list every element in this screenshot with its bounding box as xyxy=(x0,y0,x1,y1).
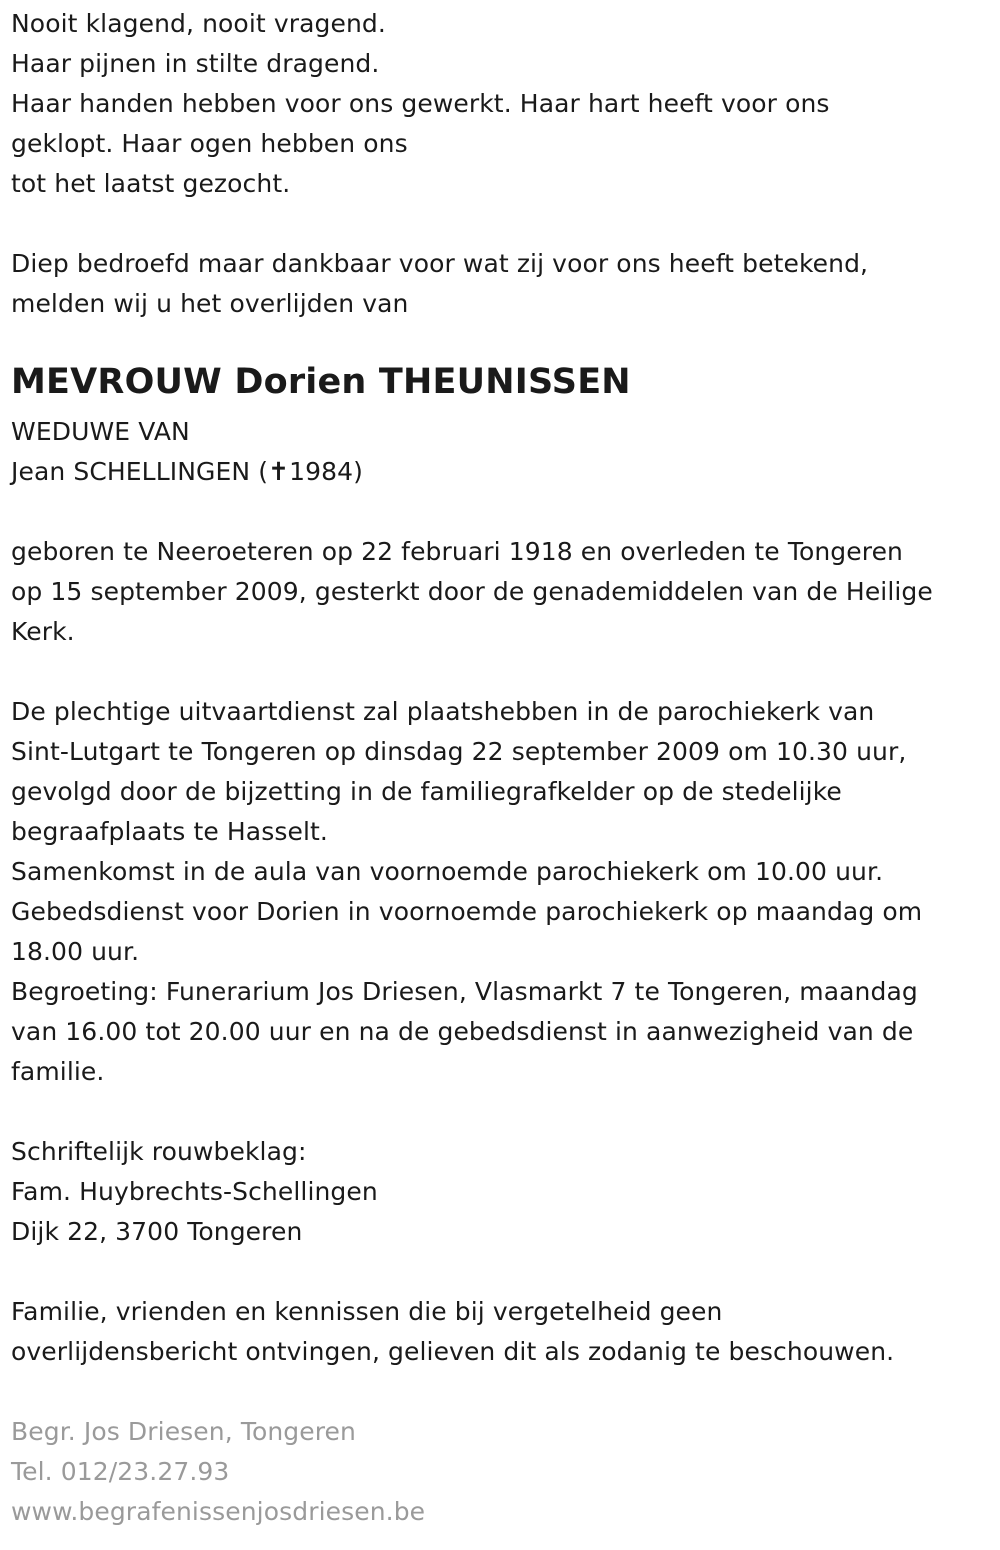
ceremony-line: 18.00 uur. xyxy=(11,937,140,966)
poem-line: Haar handen hebben voor ons gewerkt. Haar hart heeft voor ons xyxy=(11,89,830,118)
ceremony-line: Begroeting: Funerarium Jos Driesen, Vlasmarkt 7 te Tongeren, maandag xyxy=(11,977,918,1006)
ceremony-line: begraafplaats te Hasselt. xyxy=(11,817,328,846)
ceremony-line: De plechtige uitvaartdienst zal plaatshebben in de parochiekerk van xyxy=(11,697,875,726)
intro-line: Diep bedroefd maar dankbaar voor wat zij voor ons heeft betekend, xyxy=(11,249,869,278)
poem-line: tot het laatst gezocht. xyxy=(11,169,291,198)
footer-funeral-home: Begr. Jos Driesen, Tongeren xyxy=(11,1417,356,1446)
deceased-status: WEDUWE VAN xyxy=(11,417,190,446)
ceremony-line: Sint-Lutgart te Tongeren op dinsdag 22 september 2009 om 10.30 uur, xyxy=(11,737,907,766)
birth-death-line: Kerk. xyxy=(11,617,75,646)
condolence-line: Dijk 22, 3700 Tongeren xyxy=(11,1217,303,1246)
ceremony-line: gevolgd door de bijzetting in de familiegrafkelder op de stedelijke xyxy=(11,777,842,806)
notice-line: Familie, vrienden en kennissen die bij vergetelheid geen xyxy=(11,1297,723,1326)
poem-line: geklopt. Haar ogen hebben ons xyxy=(11,129,408,158)
footer-phone: Tel. 012/23.27.93 xyxy=(11,1457,230,1486)
birth-death-line: geboren te Neeroeteren op 22 februari 1918 en overleden te Tongeren xyxy=(11,537,903,566)
ceremony-line: Gebedsdienst voor Dorien in voornoemde parochiekerk op maandag om xyxy=(11,897,923,926)
ceremony-line: familie. xyxy=(11,1057,105,1086)
condolence-line: Schriftelijk rouwbeklag: xyxy=(11,1137,307,1166)
notice-line: overlijdensbericht ontvingen, gelieven dit als zodanig te beschouwen. xyxy=(11,1337,895,1366)
poem-line: Haar pijnen in stilte dragend. xyxy=(11,49,380,78)
birth-death-line: op 15 september 2009, gesterkt door de genademiddelen van de Heilige xyxy=(11,577,933,606)
ceremony-line: van 16.00 tot 20.00 uur en na de gebedsdienst in aanwezigheid van de xyxy=(11,1017,914,1046)
deceased-spouse: Jean SCHELLINGEN (✝1984) xyxy=(11,457,364,486)
deceased-name: MEVROUW Dorien THEUNISSEN xyxy=(11,362,631,402)
condolence-line: Fam. Huybrechts-Schellingen xyxy=(11,1177,378,1206)
intro-line: melden wij u het overlijden van xyxy=(11,289,409,318)
poem-line: Nooit klagend, nooit vragend. xyxy=(11,9,386,38)
footer-website[interactable]: www.begrafenissenjosdriesen.be xyxy=(11,1497,426,1526)
ceremony-line: Samenkomst in de aula van voornoemde parochiekerk om 10.00 uur. xyxy=(11,857,884,886)
